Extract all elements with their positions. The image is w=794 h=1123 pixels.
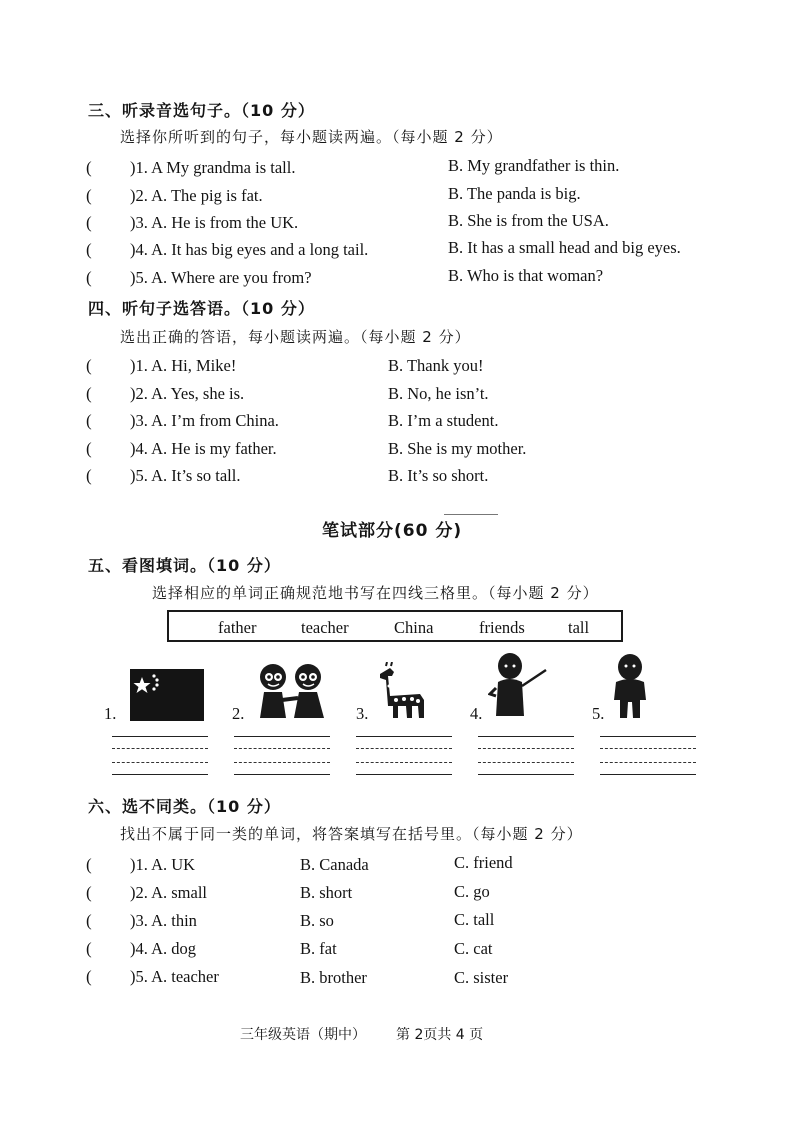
answer-paren[interactable]: ( [86,855,92,874]
word-bank-word: teacher [301,618,349,637]
section3-title: 三、听录音选句子。（10 分） [88,101,315,120]
option-b: B. She is from the USA. [448,211,609,230]
two-friends-icon [252,660,332,724]
option-b: B. so [300,911,334,930]
option-c: C. sister [454,968,509,987]
answer-paren[interactable]: ( [86,911,92,930]
writing-lines[interactable] [478,734,574,778]
picture-number: 2. [232,704,245,723]
word-bank-word: tall [568,618,590,637]
picture-number: 5. [592,704,605,723]
option-b: B. Canada [300,855,369,874]
answer-paren[interactable]: ( [86,883,92,902]
option-a: )1. A. Hi, Mike! [130,356,237,375]
option-a: )4. A. He is my father. [130,439,277,458]
answer-paren[interactable]: ( [86,967,92,986]
option-a: )3. A. thin [130,911,197,930]
option-a: )5. A. Where are you from? [130,268,312,287]
option-b: B. Who is that woman? [448,266,604,285]
option-a: )2. A. small [130,883,207,902]
option-c: C. cat [454,939,493,958]
section5-title: 五、看图填词。（10 分） [88,556,281,575]
option-a: )3. A. He is from the UK. [130,213,299,232]
picture-number: 4. [470,704,483,723]
option-c: C. friend [454,853,513,872]
option-b: B. I’m a student. [388,411,499,430]
answer-paren[interactable]: ( [86,158,92,177]
option-a: )2. A. Yes, she is. [130,384,245,403]
option-b: B. fat [300,939,337,958]
answer-paren[interactable]: ( [86,939,92,958]
writing-lines[interactable] [600,734,696,778]
footer-page-number: 第 2页共 4 页 [396,1027,484,1043]
answer-paren[interactable]: ( [86,384,92,403]
option-a: )5. A. teacher [130,967,219,986]
picture-number: 1. [104,704,117,723]
giraffe-icon [376,662,434,724]
answer-paren[interactable]: ( [86,213,92,232]
answer-paren[interactable]: ( [86,466,92,485]
footer-subject: 三年级英语（期中） [240,1027,366,1043]
section5-instruction: 选择相应的单词正确规范地书写在四线三格里。（每小题 2 分） [152,584,599,602]
written-part-title: 笔试部分(60 分) [322,521,463,541]
option-a: )1. A. UK [130,855,196,874]
option-c: C. go [454,882,490,901]
option-c: C. tall [454,910,495,929]
word-bank-word: China [394,618,434,637]
option-a: )1. A My grandma is tall. [130,158,296,177]
picture-number: 3. [356,704,369,723]
option-b: B. My grandfather is thin. [448,156,620,175]
word-bank-box [167,610,623,642]
option-b: B. It’s so short. [388,466,489,485]
answer-paren[interactable]: ( [86,356,92,375]
option-b: B. No, he isn’t. [388,384,489,403]
writing-lines[interactable] [112,734,208,778]
option-b: B. short [300,883,353,902]
writing-lines[interactable] [234,734,330,778]
answer-paren[interactable]: ( [86,268,92,287]
word-bank-word: father [218,618,257,637]
answer-paren[interactable]: ( [86,439,92,458]
answer-paren[interactable]: ( [86,240,92,259]
writing-lines[interactable] [356,734,452,778]
option-b: B. She is my mother. [388,439,527,458]
teacher-icon [488,652,548,722]
option-b: B. brother [300,968,367,987]
option-b: B. Thank you! [388,356,484,375]
section6-title: 六、选不同类。（10 分） [88,797,281,816]
section6-instruction: 找出不属于同一类的单词，将答案填写在括号里。（每小题 2 分） [120,825,583,843]
father-icon [610,652,650,724]
section4-title: 四、听句子选答语。（10 分） [88,299,315,318]
option-a: )4. A. dog [130,939,196,958]
option-a: )3. A. I’m from China. [130,411,279,430]
option-b: B. It has a small head and big eyes. [448,238,681,257]
option-a: )2. A. The pig is fat. [130,186,263,205]
option-b: B. The panda is big. [448,184,581,203]
word-bank-word: friends [479,618,525,637]
answer-paren[interactable]: ( [86,186,92,205]
china-flag-icon [130,669,204,725]
option-a: )4. A. It has big eyes and a long tail. [130,240,369,259]
section4-instruction: 选出正确的答语，每小题读两遍。（每小题 2 分） [120,328,471,346]
answer-paren[interactable]: ( [86,411,92,430]
option-a: )5. A. It’s so tall. [130,466,241,485]
title-overline [444,514,498,515]
section3-instruction: 选择你所听到的句子，每小题读两遍。（每小题 2 分） [120,128,503,146]
